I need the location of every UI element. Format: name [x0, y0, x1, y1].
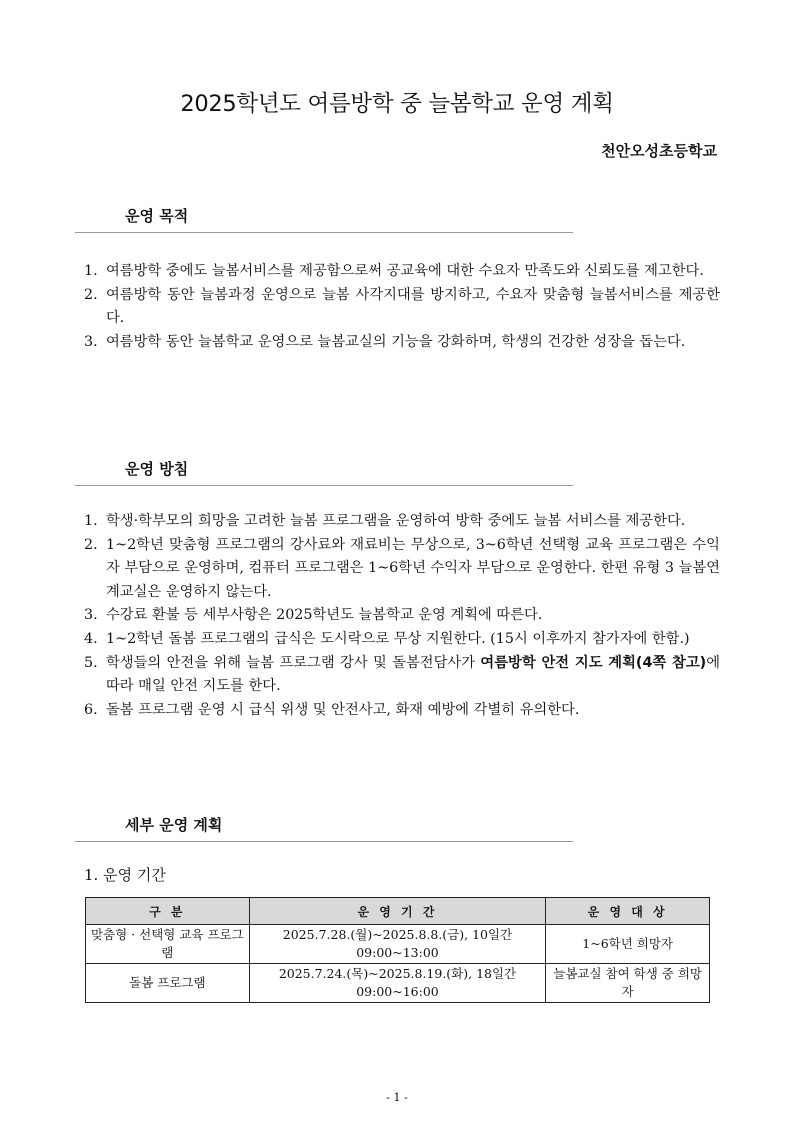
section-title-policy: 운영 방침 [125, 460, 189, 478]
header-target: 운 영 대 상 [546, 898, 710, 925]
document-title: 2025학년도 여름방학 중 늘봄학교 운영 계획 [180, 91, 614, 117]
section-title-purpose: 운영 목적 [125, 207, 189, 225]
table-row [86, 925, 710, 964]
cell-category: 맞춤형 · 선택형 교육 프로그램 [86, 925, 250, 964]
purpose-item: 3. 여름방학 동안 늘봄학교 운영으로 늘봄교실의 기능을 강화하며, 학생의 건강한 성장을 돕는다. [84, 333, 686, 350]
purpose-list [84, 260, 720, 354]
school-name: 천안오성초등학교 [601, 142, 717, 160]
cell-category: 돌봄 프로그램 [86, 964, 250, 1003]
table-row [86, 964, 710, 1003]
policy-item: 1. 학생·학부모의 희망을 고려한 늘봄 프로그램을 운영하여 방학 중에도 늘봄 서비스를 제공한다. [84, 513, 686, 529]
table-header-row [86, 898, 710, 925]
policy-list [84, 510, 720, 722]
cell-period: 2025.7.24.(목)~2025.8.19.(화), 18일간 09:00~16:00 [249, 964, 546, 1003]
schedule-table [85, 897, 710, 1003]
section-title-detail: 세부 운영 계획 [125, 816, 223, 834]
cell-target: 늘봄교실 참여 학생 중 희망자 [546, 964, 710, 1003]
section-header-purpose [75, 202, 573, 233]
policy-item: 2. 1~2학년 맞춤형 프로그램의 강사료와 재료비는 무상으로, 3~6학년 선택형 교육 프로그램은 수익자 부담으로 운영하며, 컴퓨터 프로그램은 1~6학년 수익자 부담으로 운영한다. 한편 유형 3 늘봄연계교실은 운영하지 않는다. [84, 536, 720, 600]
policy-item: 5. 학생들의 안전을 위해 늘봄 프로그램 강사 및 돌봄전담사가 여름방학 안전 지도 계획(4쪽 참고)에 따라 매일 안전 지도를 한다. [84, 654, 720, 695]
cell-period: 2025.7.28.(월)~2025.8.8.(금), 10일간 09:00~13:00 [249, 925, 546, 964]
subsection-title-period: 1. 운영 기간 [84, 866, 166, 884]
policy-item: 6. 돌봄 프로그램 운영 시 급식 위생 및 안전사고, 화재 예방에 각별히 유의한다. [84, 701, 580, 718]
header-period: 운 영 기 간 [249, 898, 546, 925]
page-number: - 1 - [386, 1091, 408, 1104]
cell-target: 1~6학년 희망자 [546, 925, 710, 964]
purpose-item: 2. 여름방학 동안 늘봄과정 운영으로 늘봄 사각지대를 방지하고, 수요자 맞춤형 늘봄서비스를 제공한다. [84, 286, 720, 327]
policy-item: 4. 1~2학년 돌봄 프로그램의 급식은 도시락으로 무상 지원한다. (15시 이후까지 참가자에 한함.) [84, 630, 690, 647]
policy-item: 3. 수강료 환불 등 세부사항은 2025학년도 늘봄학교 운영 계획에 따른다. [84, 607, 543, 624]
section-header-policy [75, 455, 573, 486]
header-category: 구 분 [86, 898, 250, 925]
section-header-detail [75, 811, 573, 842]
safety-plan-reference: 여름방학 안전 지도 계획(4쪽 참고) [480, 654, 707, 671]
purpose-item: 1. 여름방학 중에도 늘봄서비스를 제공함으로써 공교육에 대한 수요자 만족도와 신뢰도를 제고한다. [84, 263, 704, 279]
